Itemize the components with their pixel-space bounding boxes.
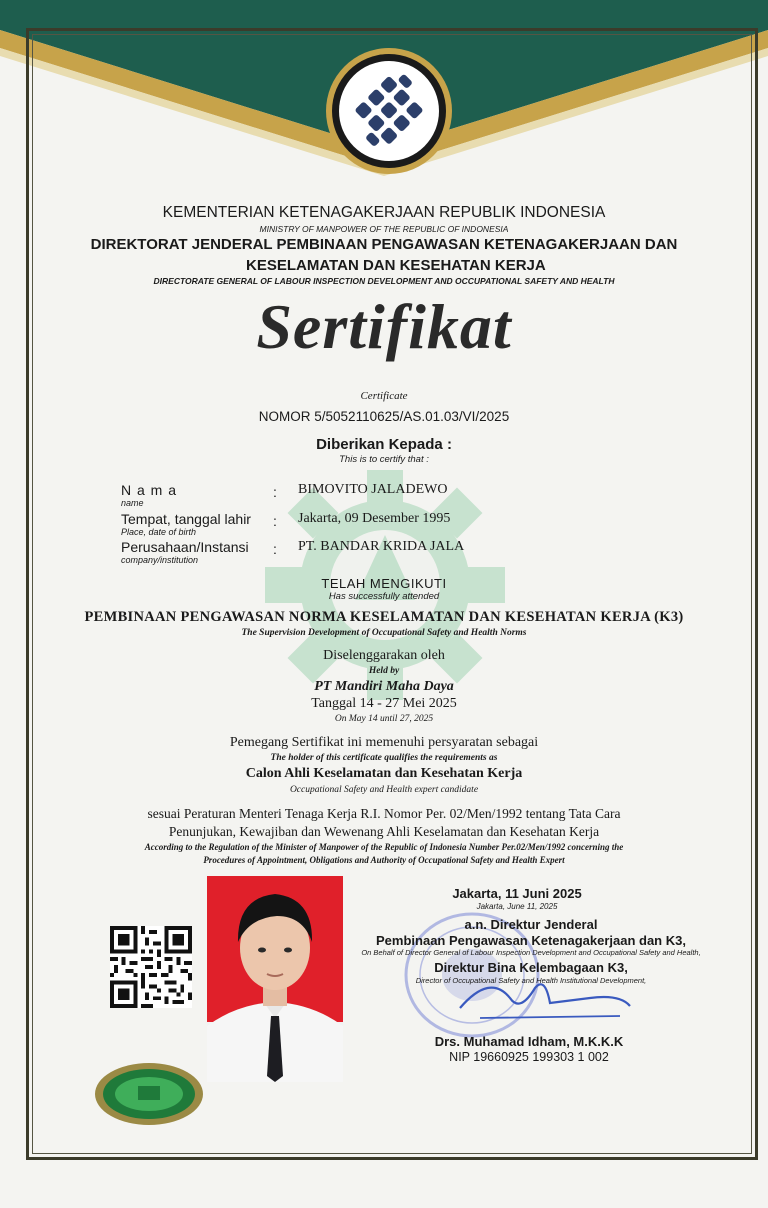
attended-en: Has successfully attended bbox=[328, 591, 440, 602]
course-title: PEMBINAAN PENGAWASAN NORMA KESELAMATAN DAN KESEHATAN KERJA (K3) bbox=[84, 609, 684, 625]
regulation-en2: Procedures of Appointment, Obligations and Authority of Occupational Safety and Health Expert bbox=[203, 855, 565, 865]
held-by: Diselenggarakan oleh bbox=[323, 648, 445, 663]
field-birth-value: Jakarta, 09 Desember 1995 bbox=[298, 511, 451, 526]
qualification-line-en: The holder of this certificate qualifies the requirements as bbox=[270, 753, 498, 763]
field-birth-label: Tempat, tanggal lahir bbox=[121, 511, 251, 527]
attended: TELAH MENGIKUTI bbox=[321, 576, 447, 591]
sign-name: Drs. Muhamad Idham, M.K.K.K bbox=[434, 1034, 624, 1049]
held-by-en: Held by bbox=[368, 666, 400, 676]
field-name-label: N a m a bbox=[121, 482, 178, 498]
regulation-en1: According to the Regulation of the Minister of Manpower of the Republic of Indonesia Number Per.02/Men/1992 concerning the bbox=[144, 842, 624, 852]
regulation-line1: sesuai Peraturan Menteri Tenaga Kerja R.I. Nomor Per. 02/Men/1992 tentang Tata Cara bbox=[147, 806, 621, 821]
given-to-en: This is to certify that : bbox=[339, 454, 429, 465]
field-name-label-en: name bbox=[121, 498, 144, 508]
certificate-heading-en: Certificate bbox=[360, 390, 408, 402]
field-birth-label-en: Place, date of birth bbox=[121, 527, 197, 537]
sign-place-date-en: Jakarta, June 11, 2025 bbox=[476, 902, 558, 911]
directorate-line2: KESELAMATAN DAN KESEHATAN KERJA bbox=[246, 257, 546, 274]
field-company-label: Perusahaan/Instansi bbox=[121, 539, 249, 555]
field-company-colon: : bbox=[273, 541, 277, 557]
regulation-line2: Penunjukan, Kewajiban dan Wewenang Ahli Keselamatan dan Kesehatan Kerja bbox=[168, 824, 600, 839]
field-birth bbox=[121, 511, 251, 537]
ministry-title: KEMENTERIAN KETENAGAKERJAAN REPUBLIK INDONESIA bbox=[162, 204, 606, 221]
sign-director: Direktur Bina Kelembagaan K3, bbox=[434, 960, 628, 975]
qualification-line: Pemegang Sertifikat ini memenuhi persyaratan sebagai bbox=[229, 735, 539, 750]
course-date: Tanggal 14 - 27 Mei 2025 bbox=[311, 696, 457, 711]
qualification-role: Calon Ahli Keselamatan dan Kesehatan Kerja bbox=[245, 766, 523, 781]
certificate-number: NOMOR 5/5052110625/AS.01.03/VI/2025 bbox=[258, 409, 510, 424]
sign-director-en: Director of Occupational Safety and Health Institutional Development, bbox=[415, 976, 647, 985]
field-name-colon: : bbox=[273, 484, 277, 500]
course-date-en: On May 14 until 27, 2025 bbox=[334, 714, 434, 724]
ministry-title-en: MINISTRY OF MANPOWER OF THE REPUBLIC OF INDONESIA bbox=[259, 224, 509, 234]
organizer: PT Mandiri Maha Daya bbox=[314, 679, 454, 694]
field-company-value: PT. BANDAR KRIDA JALA bbox=[298, 539, 465, 554]
field-name-value: BIMOVITO JALADEWO bbox=[298, 482, 448, 497]
course-title-en: The Supervision Development of Occupational Safety and Health Norms bbox=[241, 628, 527, 638]
field-name bbox=[121, 482, 177, 508]
qualification-role-en: Occupational Safety and Health expert candidate bbox=[289, 785, 479, 795]
directorate-line1: DIREKTORAT JENDERAL PEMBINAAN PENGAWASAN KETENAGAKERJAAN DAN bbox=[90, 236, 678, 253]
ministry-logo-icon bbox=[324, 46, 454, 176]
given-to: Diberikan Kepada : bbox=[316, 436, 452, 453]
directorate-en: DIRECTORATE GENERAL OF LABOUR INSPECTION DEVELOPMENT AND OCCUPATIONAL SAFETY AND HEALTH bbox=[153, 276, 615, 286]
sign-an: a.n. Direktur Jenderal bbox=[464, 917, 598, 932]
sign-directorate-en: On Behalf of Director General of Labour Inspection Development and Occupational Safety and Health, bbox=[361, 948, 701, 957]
field-birth-colon: : bbox=[273, 513, 277, 529]
sign-place-date: Jakarta, 11 Juni 2025 bbox=[452, 886, 582, 901]
certificate-heading: Sertifikat bbox=[256, 291, 512, 362]
field-company bbox=[121, 539, 249, 565]
sign-nip: NIP 19660925 199303 1 002 bbox=[449, 1050, 609, 1064]
hologram-seal-icon bbox=[94, 1062, 204, 1126]
sign-directorate: Pembinaan Pengawasan Ketenagakerjaan dan K3, bbox=[376, 933, 686, 948]
field-company-label-en: company/institution bbox=[121, 555, 199, 565]
